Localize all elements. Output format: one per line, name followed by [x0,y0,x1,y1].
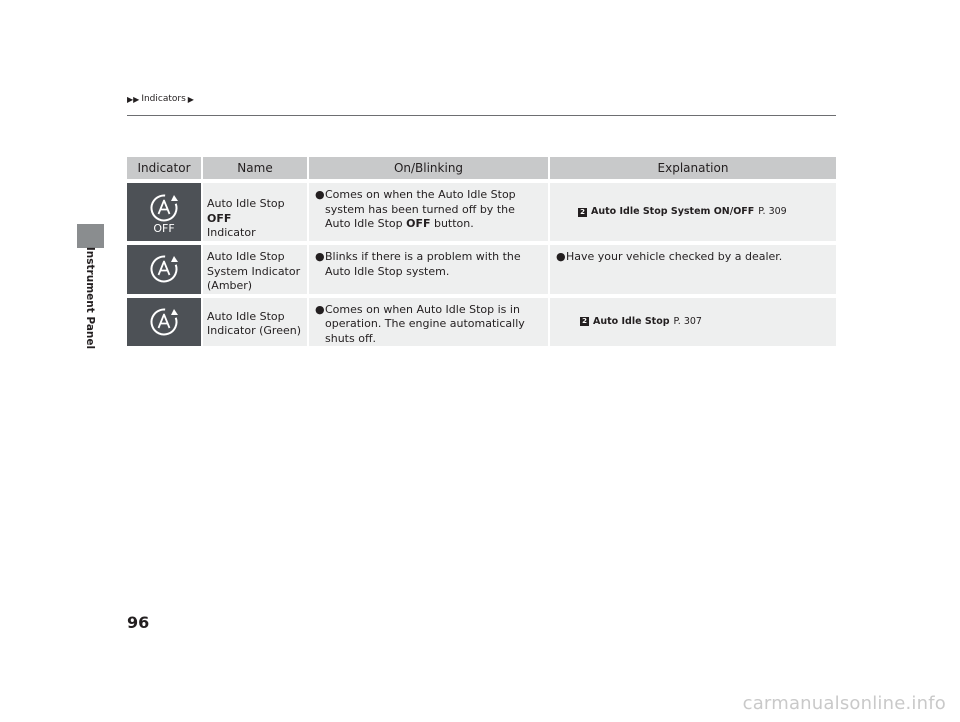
indicator-cell [127,241,203,294]
cross-reference-link[interactable] [556,315,830,330]
name-cell [203,294,309,347]
table-row [127,241,836,294]
table-row [127,179,836,241]
bullet-icon: ● [315,250,325,263]
name-bold: OFF [207,211,232,225]
on-text: Comes on when Auto Idle Stop is in operation. The engine automatically shuts off. [325,302,525,345]
reference-title: Auto Idle Stop [593,315,670,327]
explanation-cell [550,294,836,347]
bullet-icon: ● [556,250,566,263]
header-rule [127,115,836,116]
explanation-text: Have your vehicle checked by a dealer. [566,250,783,263]
indicator-cell [127,294,203,347]
indicator-table [127,157,836,346]
breadcrumb [127,94,194,104]
cross-reference-link[interactable] [556,205,830,220]
explanation-cell [550,179,836,241]
reference-page: P. 307 [673,315,702,327]
indicator-cell [127,179,203,241]
bullet-icon: ● [315,302,325,316]
page-number: 96 [127,613,150,632]
table-row [127,294,836,347]
reference-arrow-icon: 2 [578,208,587,217]
name-cell [203,179,309,241]
on-bold: OFF [406,217,431,230]
bullet-icon: ● [315,188,325,201]
name-text-post: Indicator [207,226,256,239]
explanation-cell [550,241,836,294]
reference-title: Auto Idle Stop System ON/OFF [591,205,755,217]
watermark: carmanualsonline.info [742,693,946,714]
on-blinking-cell [309,241,550,294]
auto-idle-stop-off-icon [127,190,201,234]
name-cell [203,241,309,294]
breadcrumb-arrow-icon: ▶▶ [127,94,140,104]
breadcrumb-arrow-icon: ▶ [187,94,194,104]
name-text: Auto Idle Stop [207,197,285,210]
auto-idle-stop-green-icon [127,305,201,339]
section-side-label [77,246,104,350]
reference-page: P. 309 [758,205,787,217]
header-explanation: Explanation [550,157,836,179]
header-indicator: Indicator [127,157,203,179]
name-text: Auto Idle Stop Indicator (Green) [207,309,301,337]
breadcrumb-item[interactable]: Indicators [141,94,186,104]
on-blinking-cell [309,294,550,347]
reference-arrow-icon: 2 [580,317,589,326]
section-tab-marker [77,224,104,248]
header-on-blinking: On/Blinking [309,157,550,179]
on-blinking-cell [309,179,550,241]
on-text-post: button. [430,217,474,230]
header-name: Name [203,157,309,179]
auto-idle-stop-amber-icon [127,252,201,286]
on-text: Comes on when the Auto Idle Stop system has been turned off by the Auto Idle Stop [325,188,516,230]
on-text: Blinks if there is a problem with the Auto Idle Stop system. [325,250,521,278]
section-label-text: Instrument Panel [84,246,97,350]
name-text: Auto Idle Stop System Indicator (Amber) [207,250,301,292]
table-header-row [127,157,836,179]
icon-off-text: OFF [153,222,175,234]
